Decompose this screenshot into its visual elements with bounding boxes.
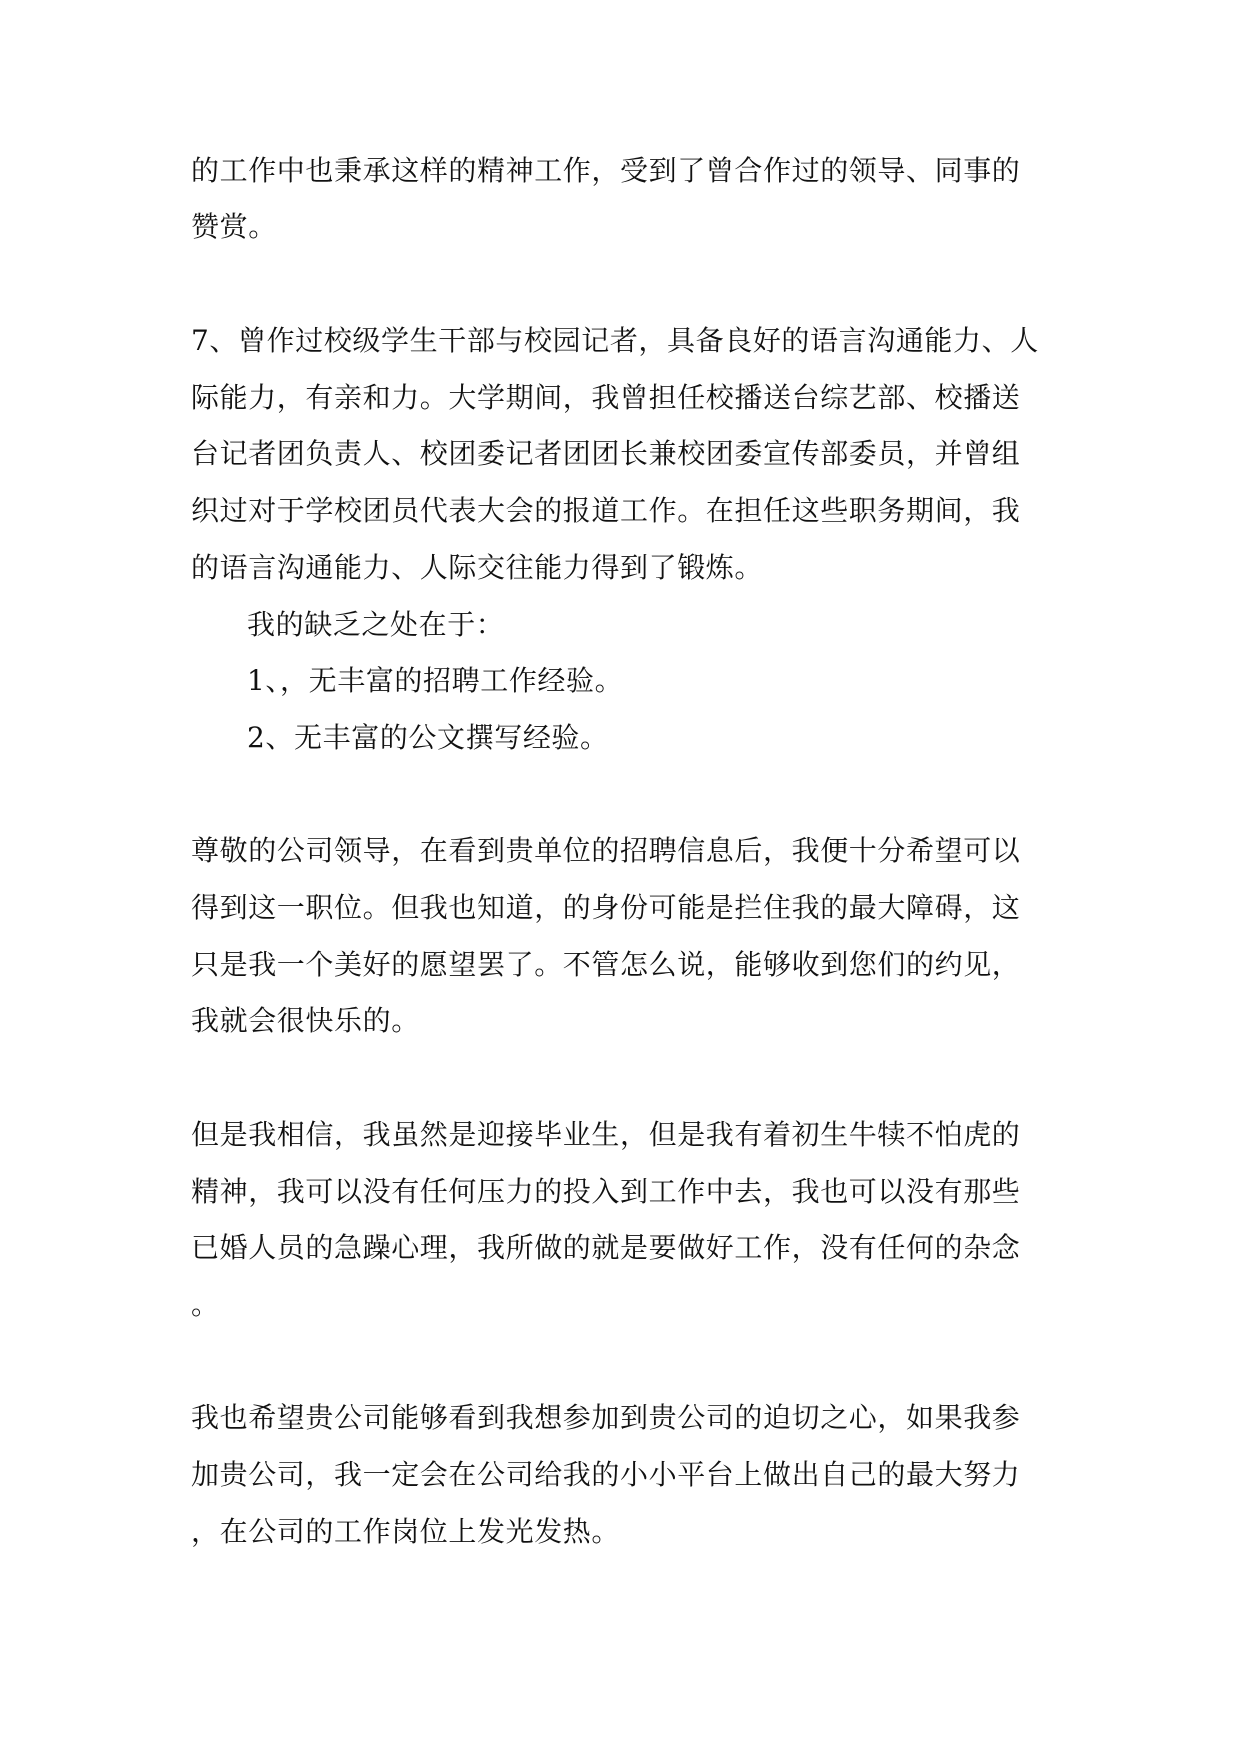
- text-line: 。: [191, 1288, 220, 1321]
- text-line: 我的缺乏之处在于：: [247, 608, 505, 641]
- text-line: 赞赏。: [191, 210, 277, 243]
- text-line: 精神，我可以没有任何压力的投入到工作中去，我也可以没有那些: [191, 1175, 1021, 1208]
- text-line: 际能力，有亲和力。大学期间，我曾担任校播送台综艺部、校播送: [191, 381, 1021, 414]
- text-line: 7、曾作过校级学生干部与校园记者，具备良好的语言沟通能力、人: [191, 324, 1039, 357]
- text-line: 加贵公司，我一定会在公司给我的小小平台上做出自己的最大努力: [191, 1458, 1021, 1491]
- text-line: 我就会很快乐的。: [191, 1004, 420, 1037]
- text-line: 但是我相信，我虽然是迎接毕业生，但是我有着初生牛犊不怕虎的: [191, 1118, 1021, 1151]
- text-line: 的工作中也秉承这样的精神工作，受到了曾合作过的领导、同事的: [191, 154, 1021, 187]
- text-line: 只是我一个美好的愿望罢了。不管怎么说，能够收到您们的约见，: [191, 948, 1021, 981]
- text-line: 尊敬的公司领导，在看到贵单位的招聘信息后，我便十分希望可以: [191, 834, 1021, 867]
- text-line: 台记者团负责人、校团委记者团团长兼校团委宣传部委员，并曾组: [191, 437, 1021, 470]
- text-line: 织过对于学校团员代表大会的报道工作。在担任这些职务期间，我: [191, 494, 1021, 527]
- text-line: 2、无丰富的公文撰写经验。: [247, 721, 609, 754]
- text-line: 得到这一职位。但我也知道，的身份可能是拦住我的最大障碍，这: [191, 891, 1021, 924]
- text-line: 的语言沟通能力、人际交往能力得到了锻炼。: [191, 551, 764, 584]
- text-line: 我也希望贵公司能够看到我想参加到贵公司的迫切之心，如果我参: [191, 1401, 1021, 1434]
- text-line: ，在公司的工作岗位上发光发热。: [191, 1515, 621, 1548]
- text-line: 1、，无丰富的招聘工作经验。: [247, 664, 624, 697]
- text-line: 已婚人员的急躁心理，我所做的就是要做好工作，没有任何的杂念: [191, 1231, 1021, 1264]
